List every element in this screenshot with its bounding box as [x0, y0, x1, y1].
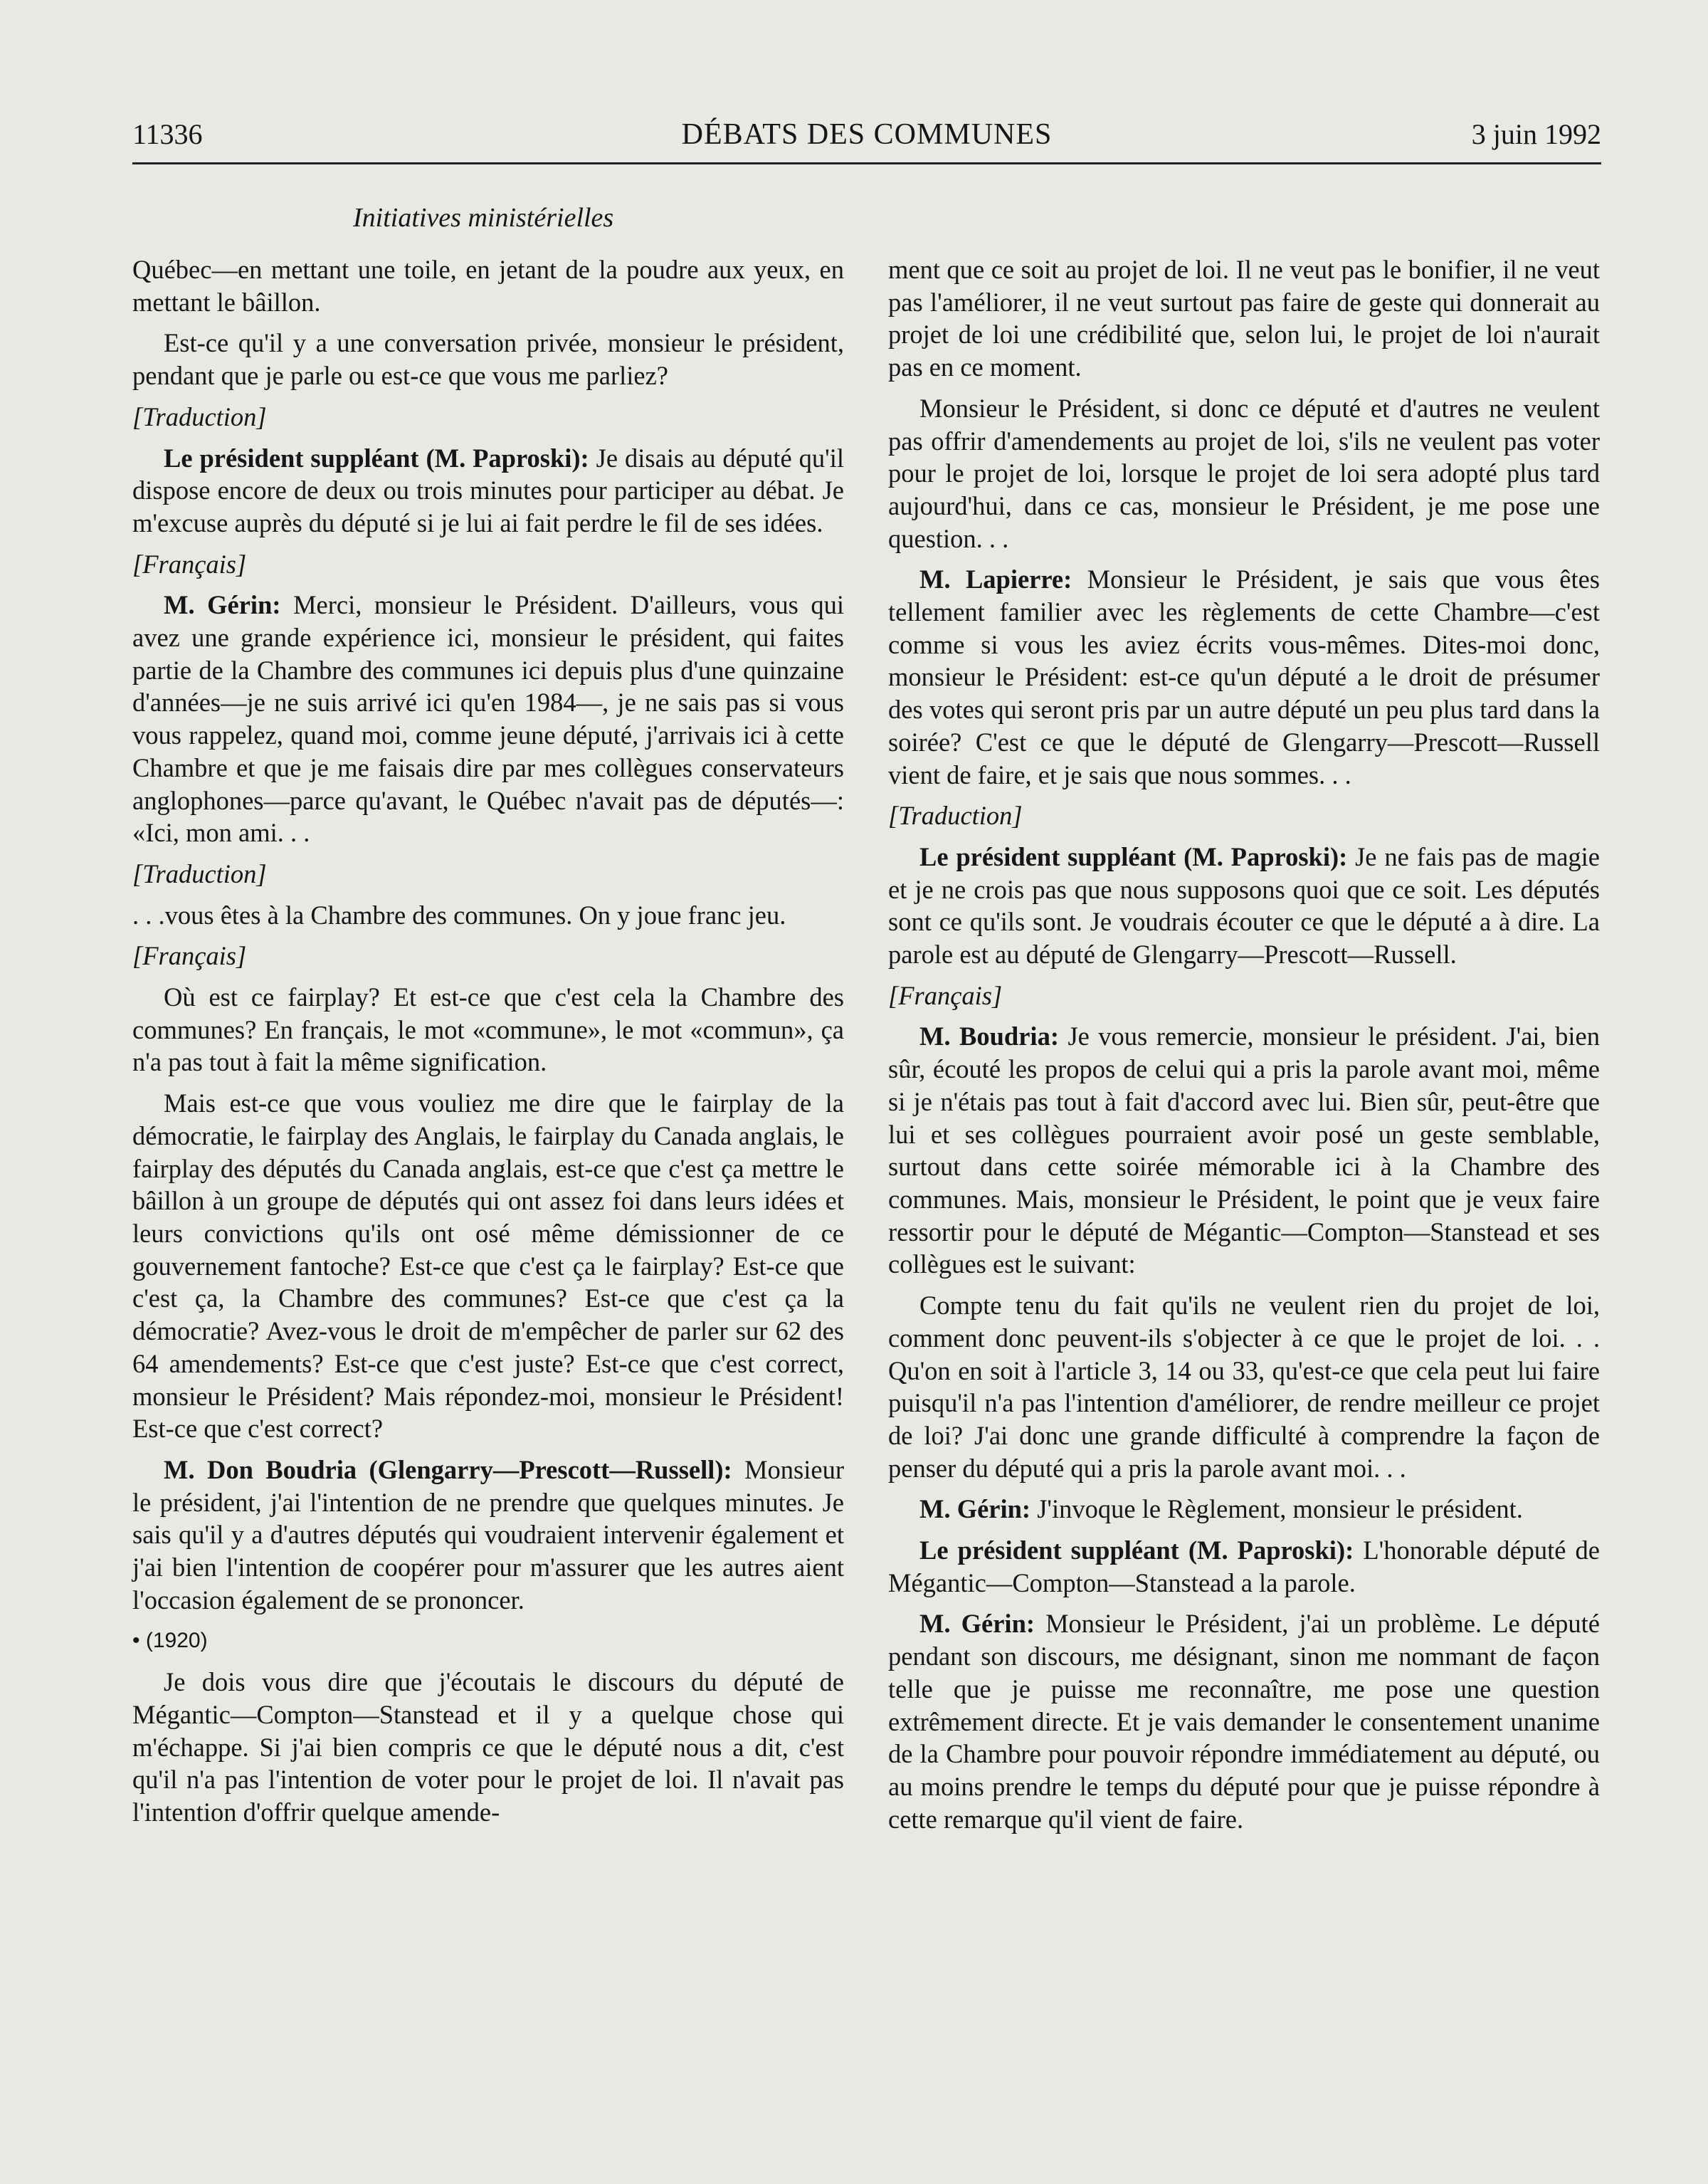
paragraph: Compte tenu du fait qu'ils ne veulent rien du projet de loi, comment donc peuvent-ils s'objecter à ce que le projet de loi. . . Qu'on en soit à l'article 3, 14 ou 33, qu'est-ce que cela peut lui faire puisqu'il n'a pas l'intention d'améliorer, de rendre meilleur ce projet de loi? J'ai donc une grande difficulté à comprendre la façon de penser du député qui a pris la parole avant moi. . . — [888, 1291, 1600, 1483]
speaker-name: Le président suppléant (M. Paproski): — [164, 443, 589, 473]
paragraph: Est-ce qu'il y a une conversation privée, monsieur le président, pendant que je parle ou est-ce que vous me parliez? — [132, 328, 844, 391]
speech-text: Merci, monsieur le Président. D'ailleurs, vous qui avez une grande expérience ici, monsieur le président, qui faites partie de la Chambre des communes ici depuis plus d'une quinzaine d'années—je ne suis arrivé ici qu'en 1984—, je ne sais pas si vous vous rappelez, quand moi, comme jeune député, j'arrivais ici à cette Chambre et que je me faisais dire par mes collègues conservateurs anglophones—parce qu'avant, le Québec n'avait pas de députés—: «Ici, mon ami. . . — [132, 590, 844, 848]
paragraph: . . .vous êtes à la Chambre des communes. On y joue franc jeu. — [132, 900, 786, 930]
right-column — [888, 253, 1600, 1844]
speech-text: Je ne fais pas de magie et je ne crois pas que nous supposons quoi que ce soit. Les députés sont ce qu'ils sont. Je voudrais écouter ce que le député a à dire. La parole est au député de Glengarry—Prescott—Russell. — [888, 841, 1601, 970]
time-marker: • (1920) — [132, 1629, 208, 1653]
section-title: Initiatives ministérielles — [353, 203, 614, 233]
publication-title: DÉBATS DES COMMUNES — [681, 118, 1053, 151]
paragraph: Où est ce fairplay? Et est-ce que c'est cela la Chambre des communes? En français, le mot «commune», le mot «commun», ça n'a pas tout à fait la même signification. — [132, 982, 844, 1077]
page-header — [132, 117, 1601, 162]
speaker-name: M. Lapierre: — [919, 565, 1072, 594]
page-number: 11336 — [132, 118, 203, 150]
speaker-name: Le président suppléant (M. Paproski): — [919, 1535, 1354, 1565]
speaker-name: M. Gérin: — [919, 1494, 1031, 1524]
speech-paragraph — [888, 1607, 1600, 1835]
language-tag: [Français] — [132, 941, 247, 971]
header-rule — [132, 162, 1601, 164]
paragraph: Monsieur le Président, si donc ce député et d'autres ne veulent pas offrir d'amendements au projet de loi, s'ils ne veulent pas voter pour le projet de loi, lorsque le projet de loi sera adopté plus tard aujourd'hui, dans ce cas, monsieur le Président, je me pose une question. . . — [888, 393, 1600, 553]
language-tag: [Traduction] — [132, 401, 267, 431]
speech-text: Je disais au député qu'il dispose encore de deux ou trois minutes pour participer au débat. Je m'excuse auprès du député si je lui ai fait perdre le fil de ses idées. — [132, 443, 844, 537]
speech-paragraph — [132, 442, 844, 540]
speech-text: Je vous remercie, monsieur le président. J'ai, bien sûr, écouté les propos de celui qui a pris la parole avant moi, même si je n'étais pas tout à fait d'accord avec lui. Bien sûr, peut-être que lui et ses collègues pourraient avoir posé un geste semblable, surtout dans cette soirée mémorable ici à la Chambre des communes. Mais, monsieur le Président, le point que je veux faire ressortir pour le député de Mégantic—Compton—Stanstead et ses collègues est le suivant: — [888, 1022, 1600, 1279]
paragraph: Québec—en mettant une toile, en jetant de la poudre aux yeux, en mettant le bâillon. — [132, 255, 844, 317]
speech-paragraph — [132, 1454, 844, 1617]
speaker-name: Le président suppléant (M. Paproski): — [919, 841, 1348, 871]
language-tag: [Français] — [132, 549, 247, 579]
speech-paragraph — [888, 563, 1600, 791]
paragraph: Je dois vous dire que j'écoutais le discours du député de Mégantic—Compton—Stanstead et il y a quelque chose qui m'échappe. Si j'ai bien compris ce que le député nous a dit, c'est qu'il n'a pas l'intention de voter pour le projet de loi. Il n'avait pas l'intention d'offrir quelque amende- — [132, 1667, 844, 1827]
language-tag: [Traduction] — [132, 859, 267, 888]
speech-text: Monsieur le président, j'ai l'intention de ne prendre que quelques minutes. Je sais qu'il y a d'autres députés qui voudraient intervenir également et j'ai bien l'intention de coopérer pour m'assurer que les autres aient l'occasion également de se prononcer. — [132, 1454, 844, 1615]
speech-text: L'honorable député de Mégantic—Compton—Stanstead a la parole. — [888, 1535, 1601, 1597]
speech-paragraph — [888, 841, 1600, 971]
publication-date: 3 juin 1992 — [1471, 118, 1601, 150]
speaker-name: M. Don Boudria (Glengarry—Prescott—Russell): — [164, 1454, 732, 1484]
speech-paragraph — [888, 1020, 1600, 1281]
language-tag: [Français] — [888, 980, 1003, 1010]
language-tag: [Traduction] — [888, 801, 1023, 831]
left-column — [132, 253, 844, 1837]
speech-text: Monsieur le Président, j'ai un problème. Le député pendant son discours, me désignant, sinon me nommant de façon telle que je puisse me reconnaître, me pose une question extrêmement directe. Et je vais demander le consentement unanime de la Chambre pour pouvoir répondre immédiatement au député, ou au moins prendre le temps du député pour que je puisse répondre à cette remarque qu'il vient de faire. — [888, 1609, 1600, 1834]
speaker-name: M. Boudria: — [919, 1022, 1059, 1051]
speech-paragraph — [888, 1534, 1600, 1599]
speech-paragraph — [888, 1493, 1600, 1526]
speech-text: Monsieur le Président, je sais que vous êtes tellement familier avec les règlements de cette Chambre—c'est comme si vous les aviez écrits vous-mêmes. Dites-moi donc, monsieur le Président: est-ce qu'un député a le droit de présumer des votes qui seront pris par un autre député un peu plus tard dans la soirée? C'est ce que le député de Glengarry—Prescott—Russell vient de faire, et je sais que nous sommes. . . — [888, 565, 1600, 789]
speaker-name: M. Gérin: — [919, 1609, 1035, 1639]
paragraph: Mais est-ce que vous vouliez me dire que le fairplay de la démocratie, le fairplay des Anglais, le fairplay du Canada anglais, le fairplay des députés du Canada anglais, est-ce que c'est ça mettre le bâillon à un groupe de députés qui ont assez foi dans leurs idées et leurs convictions qu'ils ont osé même démissionner de ce gouvernement fantoche? Est-ce que c'est ça le fairplay? Est-ce que c'est ça, la Chambre des communes? Est-ce que c'est ça la démocratie? Avez-vous le droit de m'empêcher de parler sur 62 des 64 amendements? Est-ce que c'est juste? Est-ce que c'est correct, monsieur le Président? Mais répondez-moi, monsieur le Président! Est-ce que c'est correct? — [132, 1088, 844, 1444]
speaker-name: M. Gérin: — [164, 590, 281, 620]
speech-text: J'invoque le Règlement, monsieur le président. — [1030, 1494, 1523, 1524]
speech-paragraph — [132, 589, 844, 849]
paragraph: ment que ce soit au projet de loi. Il ne veut pas le bonifier, il ne veut pas l'améliorer, il ne veut surtout pas faire de geste qui donnerait au projet de loi une crédibilité que, selon lui, le projet de loi n'aurait pas en ce moment. — [888, 255, 1600, 382]
